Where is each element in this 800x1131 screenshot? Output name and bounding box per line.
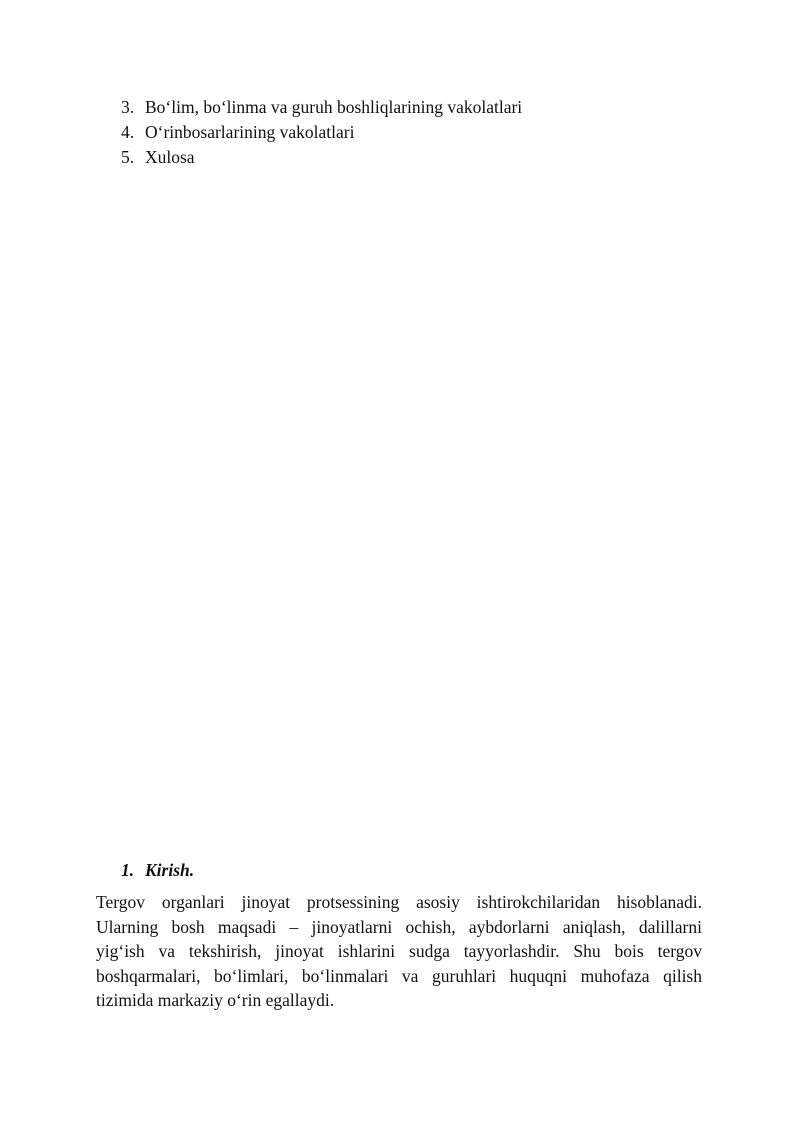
paragraph-line: Ularning bosh maqsadi – jinoyatlarni ochish, aybdorlarni aniqlash, dalillarni (96, 916, 702, 937)
toc-item (121, 145, 522, 170)
toc-item-text: Xulosa (145, 147, 195, 167)
toc-item-text: O‘rinbosarlarining vakolatlari (145, 122, 355, 142)
paragraph-line: yig‘ish va tekshirish, jinoyat ishlarini sudga tayyorlashdir. Shu bois tergov (96, 941, 702, 961)
table-of-contents (121, 95, 522, 170)
toc-item (121, 120, 522, 145)
toc-item-number: 5. (121, 147, 135, 167)
paragraph-line: boshqarmalari, bo‘limlari, bo‘linmalari va guruhlari huquqni muhofaza qilish (96, 965, 702, 986)
section-number: 1. (121, 860, 135, 880)
paragraph-line: tizimida markaziy o‘rin egallaydi. (96, 990, 335, 1010)
toc-item-number: 3. (121, 97, 135, 117)
toc-item-text: Bo‘lim, bo‘linma va guruh boshliqlarining vakolatlari (145, 97, 523, 117)
section-heading (121, 858, 194, 883)
section-title: Kirish. (145, 860, 195, 880)
intro-paragraph (96, 890, 702, 1013)
toc-item (121, 95, 522, 120)
toc-item-number: 4. (121, 122, 135, 142)
paragraph-line: Tergov organlari jinoyat protsessining asosiy ishtirokchilaridan hisoblanadi. (96, 892, 702, 912)
